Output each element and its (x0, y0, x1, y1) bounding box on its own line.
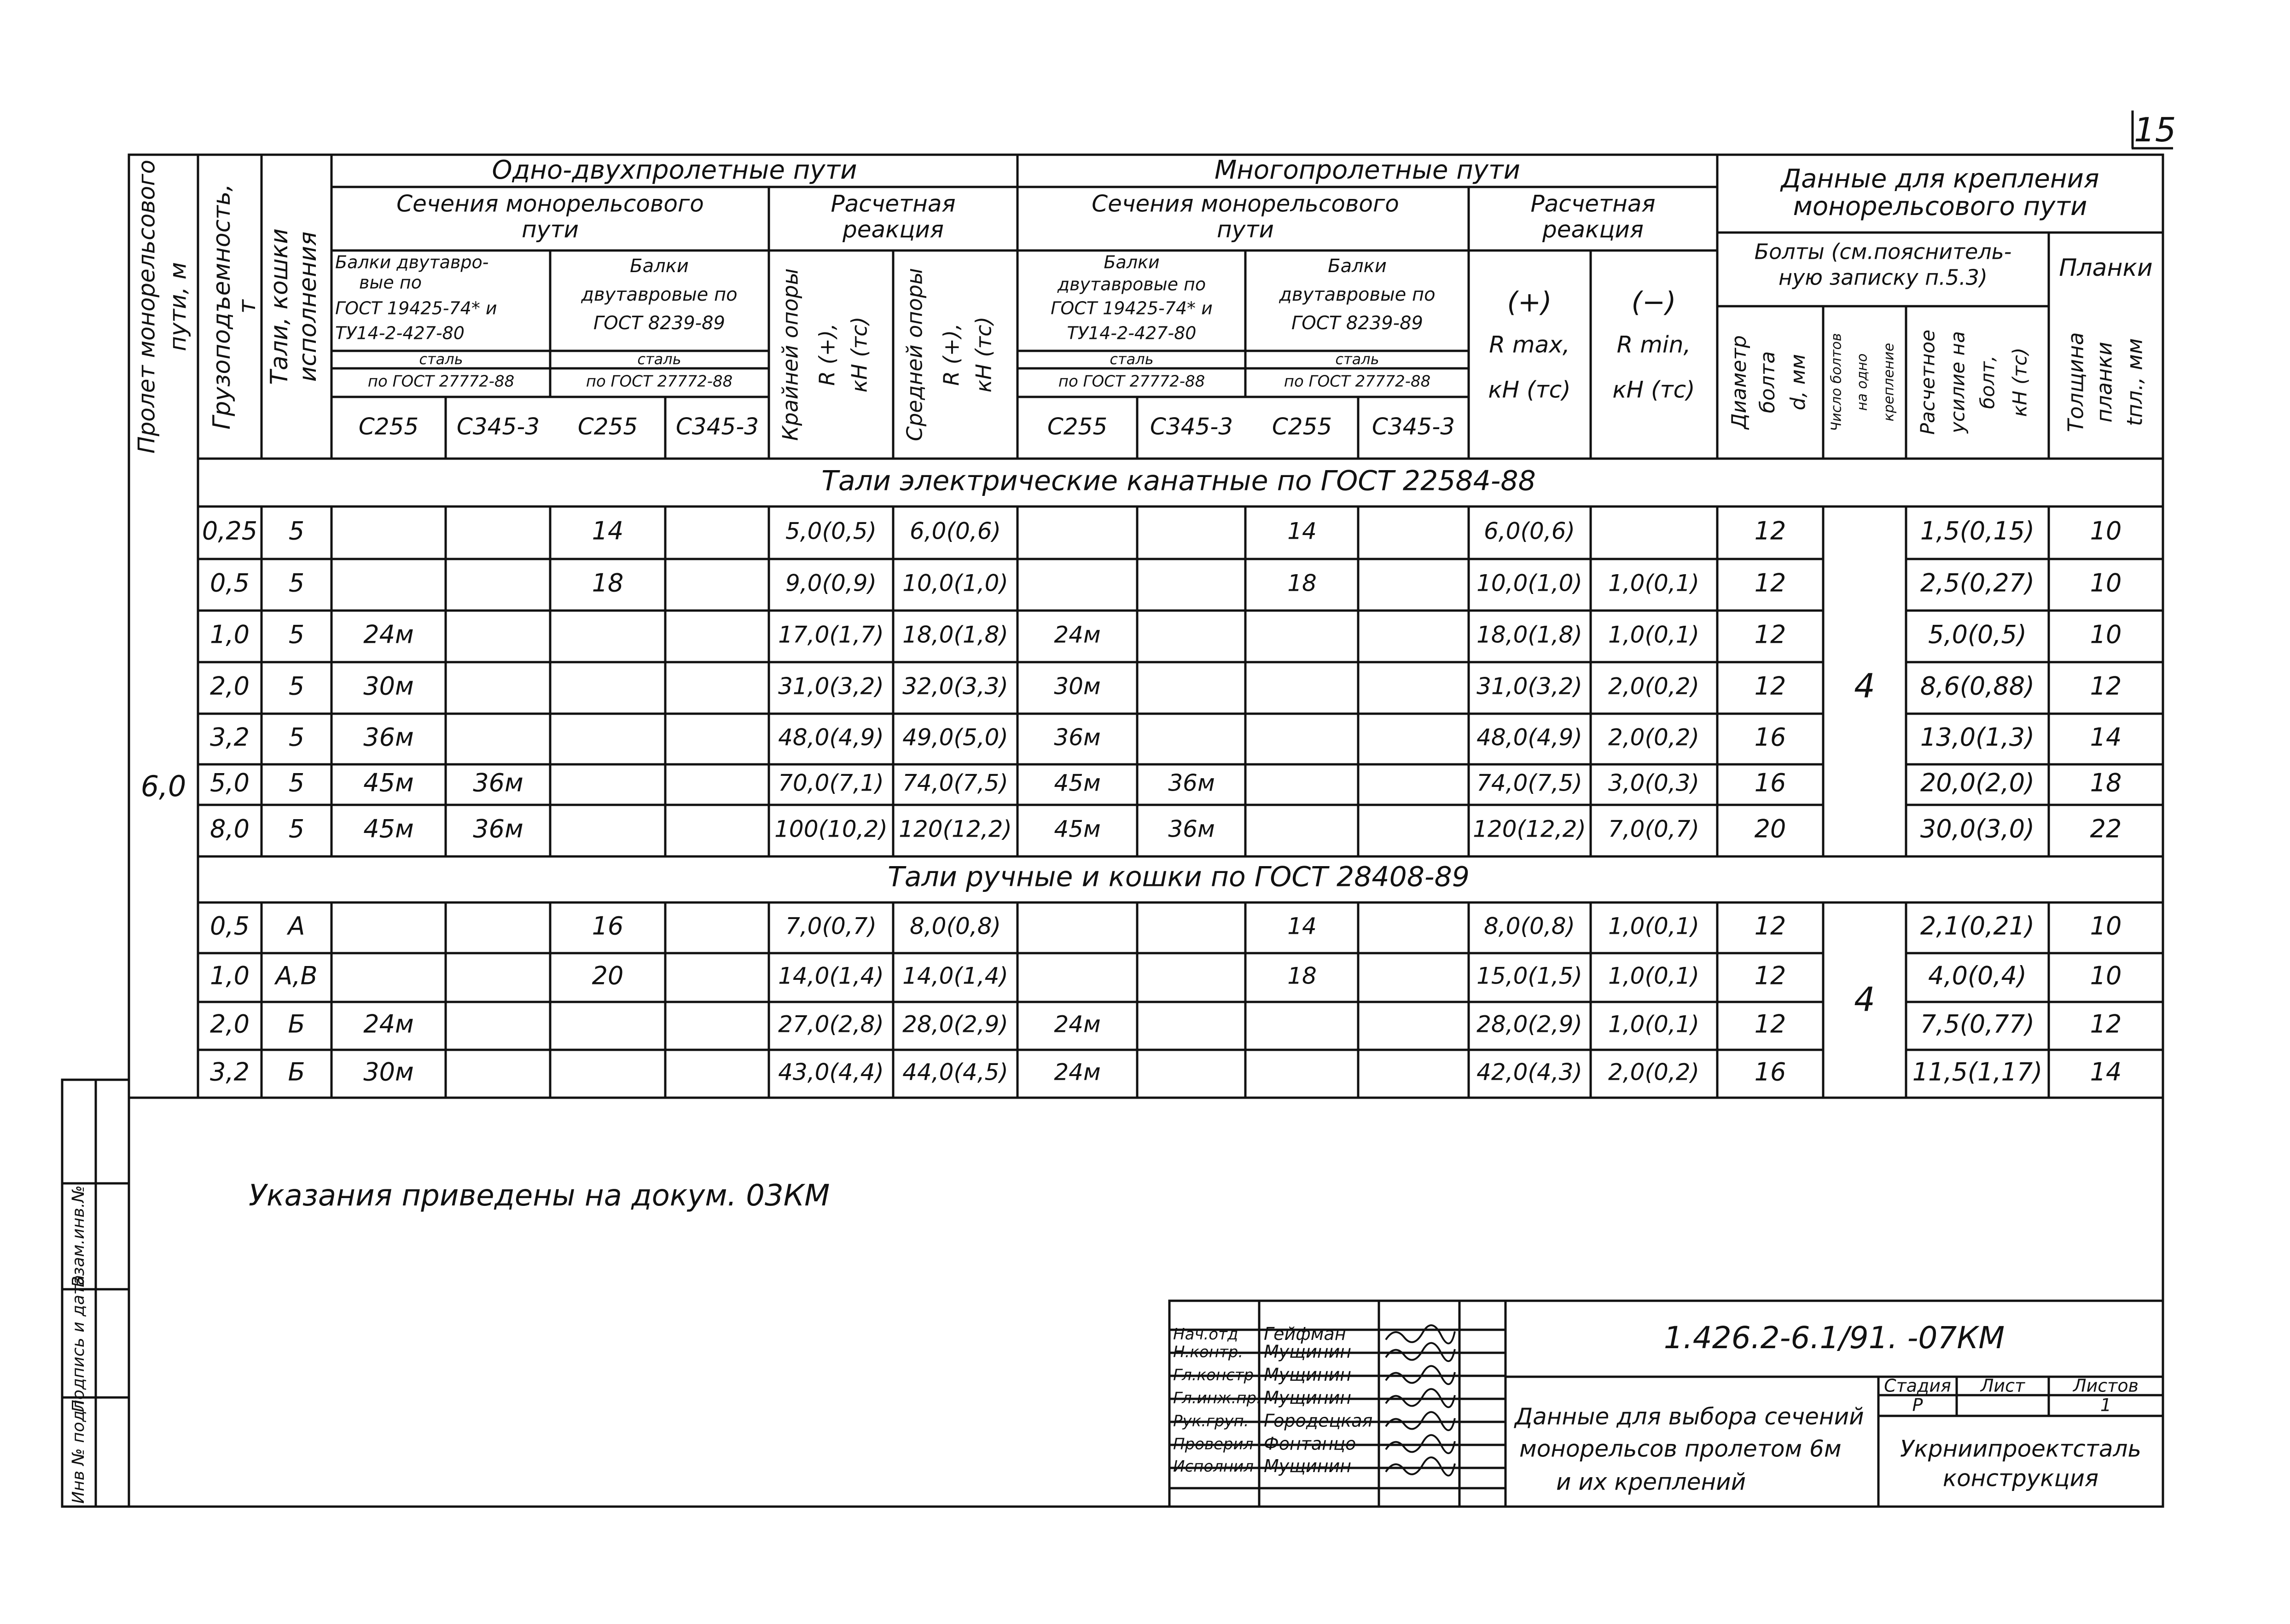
cell-reaction-mid: 18,0(1,8) (902, 621, 1008, 648)
cell-plate-thickness: 12 (2090, 671, 2122, 701)
header-steel-a-2: по ГОСТ 27772-88 (367, 372, 515, 391)
cell-plate-thickness: 10 (2090, 516, 2122, 546)
cell-rmax: 42,0(4,3) (1476, 1059, 1582, 1086)
cell-rmax: 18,0(1,8) (1476, 621, 1582, 648)
table-grid (62, 111, 2173, 1507)
header-beams-b-multi-1: Балки (1328, 256, 1387, 277)
grade-c345-a: С345-3 (456, 413, 540, 440)
signature-name: Мущинин (1264, 1341, 1352, 1362)
header-bolt-n-3: крепление (1881, 343, 1897, 422)
cell-reaction-mid: 120(12,2) (899, 815, 1012, 843)
stamp-sign-label: Подпись и дата (69, 1275, 88, 1413)
header-beams-b-multi-2: двутавровые по (1279, 284, 1436, 305)
cell-reaction-mid: 8,0(0,8) (909, 913, 1001, 940)
header-bolt-n-2: на одно (1854, 353, 1871, 411)
cell-reaction-end: 7,0(0,7) (785, 913, 877, 940)
description-line-1: Данные для выбора сечений (1515, 1403, 1864, 1430)
header-beams-b-2: двутавровые по (581, 284, 738, 305)
group-fasten-title-2: монорельсового пути (1793, 192, 2087, 222)
cell-hoist: Б (288, 1009, 305, 1039)
header-steel-a-multi-1: сталь (1110, 350, 1154, 368)
cell-rmin: 3,0(0,3) (1608, 769, 1700, 797)
header-beams-a-multi-4: ТУ14-2-427-80 (1067, 323, 1197, 343)
header-capacity-1: Грузоподъемность, (208, 184, 236, 430)
cell-capacity: 0,5 (210, 911, 250, 941)
signature-name: Мущинин (1264, 1364, 1352, 1385)
cell-beam-b-c255: 14 (592, 516, 624, 546)
signature-role: Н.контр. (1173, 1343, 1244, 1362)
group-multi-title: Многопролетные пути (1214, 155, 1521, 186)
header-beams-a-multi-3: ГОСТ 19425-74* и (1051, 298, 1213, 319)
cell-bolt-force: 8,6(0,88) (1920, 671, 2035, 701)
cell-beam-a-c255: 24м (363, 1009, 414, 1039)
stage-value: Р (1912, 1395, 1923, 1415)
note-text: Указания приведены на докум. 03КМ (249, 1179, 830, 1213)
header-span-2: пути, м (164, 262, 192, 351)
header-beams-b-3: ГОСТ 8239-89 (593, 313, 725, 334)
cell-capacity: 5,0 (210, 768, 250, 797)
cell-multi-beam-a-c255: 45м (1054, 815, 1101, 843)
cell-multi-beam-a-c255: 45м (1054, 769, 1101, 797)
description-line-3: и их креплений (1556, 1468, 1746, 1496)
cell-bolt-force: 13,0(1,3) (1920, 722, 2035, 752)
cell-bolt-force: 11,5(1,17) (1912, 1057, 2043, 1087)
cell-rmax: 74,0(7,5) (1476, 769, 1582, 797)
header-reaction-multi-1: Расчетная (1530, 190, 1656, 217)
cell-beam-a-c255: 30м (363, 1057, 414, 1087)
cell-bolt-force: 20,0(2,0) (1920, 768, 2035, 797)
header-plate-t-1: Толщина (2063, 332, 2088, 432)
sheets-value: 1 (2100, 1395, 2112, 1415)
sheet-number: 15 (2134, 111, 2176, 149)
header-plate-t-2: планки (2092, 342, 2117, 423)
cell-multi-beam-b-c255: 14 (1287, 518, 1317, 545)
cell-reaction-mid: 14,0(1,4) (902, 962, 1008, 990)
cell-multi-beam-a-c255: 24м (1054, 621, 1101, 648)
section-title-electric: Тали электрические канатные по ГОСТ 22584-88 (821, 465, 1536, 497)
cell-rmax: 15,0(1,5) (1476, 962, 1582, 990)
header-bolts-2: ную записку п.5.3) (1779, 265, 1988, 290)
cell-bolt-force: 30,0(3,0) (1920, 814, 2035, 844)
cell-bolt-force: 2,5(0,27) (1920, 568, 2035, 598)
cell-bolt-force: 1,5(0,15) (1920, 516, 2035, 546)
header-rmin-2: R min, (1616, 331, 1691, 358)
cell-beam-a-c255: 24м (363, 620, 414, 649)
grade-c255-a: С255 (358, 413, 419, 440)
cell-rmin: 1,0(0,1) (1608, 962, 1700, 990)
cell-bolt-diameter: 12 (1754, 1009, 1786, 1039)
cell-capacity: 1,0 (210, 620, 250, 649)
cell-multi-beam-a-c255: 30м (1054, 673, 1101, 700)
header-bolt-f-1: Расчетное (1916, 329, 1939, 435)
signature-name: Мущинин (1264, 1387, 1352, 1408)
cell-bolt-diameter: 12 (1754, 568, 1786, 598)
cell-plate-thickness: 10 (2090, 961, 2122, 990)
signature-name: Гейфман (1264, 1324, 1346, 1344)
group-one-two-title: Одно-двухпролетные пути (492, 155, 857, 186)
header-plates: Планки (2059, 254, 2153, 282)
sheet-label: Лист (1980, 1375, 2025, 1396)
header-rmin-3: кН (тс) (1612, 376, 1695, 403)
cell-plate-thickness: 12 (2090, 1009, 2122, 1039)
cell-multi-beam-a-c255: 36м (1054, 724, 1101, 751)
cell-multi-beam-b-c255: 14 (1287, 913, 1317, 940)
cell-bolt-diameter: 12 (1754, 671, 1786, 701)
cell-hoist: 5 (288, 768, 305, 797)
cell-rmin: 2,0(0,2) (1608, 724, 1700, 751)
cell-plate-thickness: 14 (2090, 722, 2122, 752)
cell-beam-a-c345: 36м (473, 768, 523, 797)
cell-beam-a-c345: 36м (473, 814, 523, 844)
header-r-end-3: кН (тс) (847, 316, 872, 393)
header-beams-a-3: ГОСТ 19425-74* и (335, 298, 497, 319)
cell-capacity: 3,2 (210, 722, 250, 752)
header-steel-b-2: по ГОСТ 27772-88 (586, 372, 733, 391)
cell-capacity: 8,0 (210, 814, 250, 844)
signature-role: Рук.груп. (1173, 1412, 1249, 1431)
signature-scribble (1386, 1457, 1455, 1476)
description-line-2: монорельсов пролетом 6м (1519, 1435, 1842, 1462)
cell-reaction-end: 48,0(4,9) (778, 724, 884, 751)
header-bolt-f-2: усилие на (1946, 331, 1969, 433)
cell-rmax: 10,0(1,0) (1476, 570, 1582, 597)
cell-hoist: 5 (288, 722, 305, 752)
cell-hoist: 5 (288, 814, 305, 844)
cell-reaction-end: 100(10,2) (774, 815, 888, 843)
cell-bolt-force: 7,5(0,77) (1920, 1009, 2035, 1039)
grade-c255-b: С255 (577, 413, 638, 440)
cell-hoist: 5 (288, 620, 305, 649)
header-rmin-1: (−) (1631, 286, 1676, 319)
cell-reaction-end: 17,0(1,7) (778, 621, 884, 648)
header-hoist-2: исполнения (294, 231, 322, 382)
cell-capacity: 2,0 (210, 1009, 250, 1039)
cell-beam-a-c255: 36м (363, 722, 414, 752)
signature-role: Гл.инж.пр. (1173, 1389, 1261, 1408)
header-steel-a-1: сталь (419, 350, 463, 368)
cell-bolt-force: 5,0(0,5) (1928, 620, 2027, 649)
cell-reaction-end: 5,0(0,5) (785, 518, 877, 545)
cell-multi-beam-a-c255: 24м (1054, 1059, 1101, 1086)
cell-multi-beam-a-c345: 36м (1168, 815, 1215, 843)
cell-plate-thickness: 10 (2090, 911, 2122, 941)
header-hoist-1: Тали, кошки (266, 228, 293, 385)
header-beams-a-4: ТУ14-2-427-80 (335, 323, 465, 343)
header-beams-a-multi-1: Балки (1104, 252, 1160, 273)
cell-multi-beam-b-c255: 18 (1287, 962, 1317, 990)
grade-c345-b: С345-3 (675, 413, 759, 440)
header-r-end-2: R (+), (814, 323, 840, 386)
cell-bolt-diameter: 12 (1754, 516, 1786, 546)
organization-line-2: конструкция (1942, 1465, 2099, 1492)
cell-reaction-mid: 44,0(4,5) (902, 1059, 1008, 1086)
cell-hoist: А,В (275, 961, 318, 990)
cell-capacity: 2,0 (210, 671, 250, 701)
cell-reaction-mid: 74,0(7,5) (902, 769, 1008, 797)
cell-reaction-end: 9,0(0,9) (785, 570, 877, 597)
cell-bolt-diameter: 12 (1754, 911, 1786, 941)
cell-reaction-end: 27,0(2,8) (778, 1011, 884, 1038)
signature-name: Мущинин (1264, 1456, 1352, 1476)
cell-reaction-mid: 49,0(5,0) (902, 724, 1008, 751)
cell-reaction-end: 14,0(1,4) (778, 962, 884, 990)
span-value: 6,0 (140, 769, 186, 803)
document-code: 1.426.2-6.1/91. -07КМ (1663, 1320, 2005, 1356)
stamp-replace-label: Взам.инв.№ (69, 1185, 88, 1287)
header-plate-t-3: tпл., мм (2122, 338, 2147, 426)
header-r-mid-2: R (+), (939, 323, 964, 386)
cell-hoist: 5 (288, 516, 305, 546)
sheets-label: Листов (2073, 1375, 2139, 1396)
cell-plate-thickness: 18 (2090, 768, 2122, 797)
cell-rmin: 2,0(0,2) (1608, 1059, 1700, 1086)
header-bolt-n-1: Число болтов (1828, 333, 1845, 431)
cell-reaction-mid: 28,0(2,9) (902, 1011, 1008, 1038)
signature-name: Фонтанцо (1264, 1433, 1356, 1454)
header-bolt-d-2: болта (1756, 351, 1779, 413)
header-reaction-1: Расчетная (831, 190, 956, 217)
bolt-count-manual: 4 (1854, 980, 1875, 1019)
stamp-inv-label: Инв № подл (69, 1400, 88, 1504)
cell-bolt-force: 2,1(0,21) (1920, 911, 2035, 941)
header-bolt-f-4: кН (тс) (2008, 347, 2031, 417)
cell-reaction-mid: 6,0(0,6) (909, 518, 1001, 545)
grade-c345-mb: С345-3 (1372, 413, 1455, 440)
signature-name: Городецкая (1264, 1410, 1373, 1431)
header-beams-b-1: Балки (630, 256, 689, 277)
group-fasten-title-1: Данные для крепления (1781, 164, 2099, 194)
header-reaction-2: реакция (843, 216, 944, 243)
cell-capacity: 3,2 (210, 1057, 250, 1087)
cell-rmax: 31,0(3,2) (1476, 673, 1582, 700)
header-beams-a-multi-2: двутавровые по (1057, 274, 1206, 295)
cell-beam-b-c255: 20 (592, 961, 624, 990)
cell-multi-beam-a-c255: 24м (1054, 1011, 1101, 1038)
header-steel-b-multi-2: по ГОСТ 27772-88 (1284, 372, 1431, 391)
cell-reaction-end: 31,0(3,2) (778, 673, 884, 700)
header-r-mid-1: Средней опоры (902, 268, 927, 442)
header-steel-b-1: сталь (637, 350, 681, 368)
cell-bolt-diameter: 12 (1754, 961, 1786, 990)
cell-capacity: 1,0 (210, 961, 250, 990)
cell-rmin: 1,0(0,1) (1608, 913, 1700, 940)
cell-reaction-end: 43,0(4,4) (778, 1059, 884, 1086)
cell-hoist: Б (288, 1057, 305, 1087)
cell-bolt-diameter: 16 (1754, 768, 1786, 797)
cell-reaction-mid: 32,0(3,3) (902, 673, 1008, 700)
section-title-manual: Тали ручные и кошки по ГОСТ 28408-89 (888, 861, 1470, 893)
cell-rmax: 6,0(0,6) (1483, 518, 1575, 545)
grade-c255-ma: С255 (1047, 413, 1108, 440)
cell-plate-thickness: 10 (2090, 620, 2122, 649)
header-bolt-d-1: Диаметр (1727, 335, 1751, 429)
cell-bolt-diameter: 16 (1754, 722, 1786, 752)
cell-plate-thickness: 22 (2090, 814, 2122, 844)
signature-role: Нач.отд (1173, 1325, 1238, 1344)
cell-capacity: 0,5 (210, 568, 250, 598)
organization-line-1: Укрниипроектсталь (1900, 1435, 2141, 1462)
cell-beam-b-c255: 18 (592, 568, 624, 598)
header-r-mid-3: кН (тс) (971, 316, 996, 393)
cell-multi-beam-b-c255: 18 (1287, 570, 1317, 597)
cell-beam-a-c255: 45м (363, 814, 414, 844)
header-rmax-1: (+) (1507, 286, 1552, 319)
header-beams-b-multi-3: ГОСТ 8239-89 (1291, 313, 1423, 334)
header-r-end-1: Крайней опоры (778, 268, 803, 441)
stage-label: Стадия (1884, 1375, 1951, 1396)
cell-plate-thickness: 10 (2090, 568, 2122, 598)
header-section-2: пути (522, 216, 579, 243)
cell-rmax: 8,0(0,8) (1483, 913, 1575, 940)
bolt-count-electric: 4 (1854, 666, 1875, 705)
signature-scribble (1386, 1325, 1455, 1344)
header-span-1: Пролет монорельсового (133, 159, 160, 454)
grade-c345-ma: С345-3 (1150, 413, 1233, 440)
cell-rmin: 1,0(0,1) (1608, 621, 1700, 648)
header-rmax-3: кН (тс) (1488, 376, 1571, 403)
header-section-1: Сечения монорельсового (396, 190, 704, 217)
cell-rmax: 48,0(4,9) (1476, 724, 1582, 751)
signature-role: Проверил (1173, 1435, 1254, 1454)
cell-rmin: 7,0(0,7) (1608, 815, 1700, 843)
cell-beam-a-c255: 30м (363, 671, 414, 701)
cell-bolt-force: 4,0(0,4) (1928, 961, 2027, 990)
header-section-multi-2: пути (1217, 216, 1274, 243)
cell-hoist: А (288, 911, 305, 941)
cell-bolt-diameter: 20 (1754, 814, 1786, 844)
cell-beam-b-c255: 16 (592, 911, 624, 941)
cell-plate-thickness: 14 (2090, 1057, 2122, 1087)
header-bolt-d-3: d, мм (1786, 354, 1810, 411)
cell-rmax: 28,0(2,9) (1476, 1011, 1582, 1038)
cell-bolt-diameter: 12 (1754, 620, 1786, 649)
cell-hoist: 5 (288, 568, 305, 598)
cell-rmin: 1,0(0,1) (1608, 1011, 1700, 1038)
cell-rmin: 1,0(0,1) (1608, 570, 1700, 597)
cell-reaction-mid: 10,0(1,0) (902, 570, 1008, 597)
header-beams-a-1: Балки двутавро- (335, 252, 489, 273)
header-capacity-2: т (233, 299, 261, 314)
header-beams-a-2: вые по (359, 272, 422, 293)
grade-c255-mb: С255 (1272, 413, 1332, 440)
cell-rmax: 120(12,2) (1473, 815, 1586, 843)
cell-rmin: 2,0(0,2) (1608, 673, 1700, 700)
header-rmax-2: R max, (1489, 331, 1570, 358)
header-bolt-f-3: болт, (1976, 355, 1999, 409)
cell-reaction-end: 70,0(7,1) (778, 769, 884, 797)
cell-hoist: 5 (288, 671, 305, 701)
header-steel-b-multi-1: сталь (1335, 350, 1379, 368)
cell-capacity: 0,25 (202, 516, 258, 546)
signature-role: Гл.констр (1173, 1366, 1254, 1385)
header-bolts-1: Болты (см.пояснитель- (1754, 239, 2012, 264)
cell-bolt-diameter: 16 (1754, 1057, 1786, 1087)
header-section-multi-1: Сечения монорельсового (1092, 190, 1399, 217)
signature-role: Исполнил (1173, 1457, 1254, 1476)
cell-beam-a-c255: 45м (363, 768, 414, 797)
cell-multi-beam-a-c345: 36м (1168, 769, 1215, 797)
header-steel-a-multi-2: по ГОСТ 27772-88 (1058, 372, 1205, 391)
header-reaction-multi-2: реакция (1542, 216, 1644, 243)
